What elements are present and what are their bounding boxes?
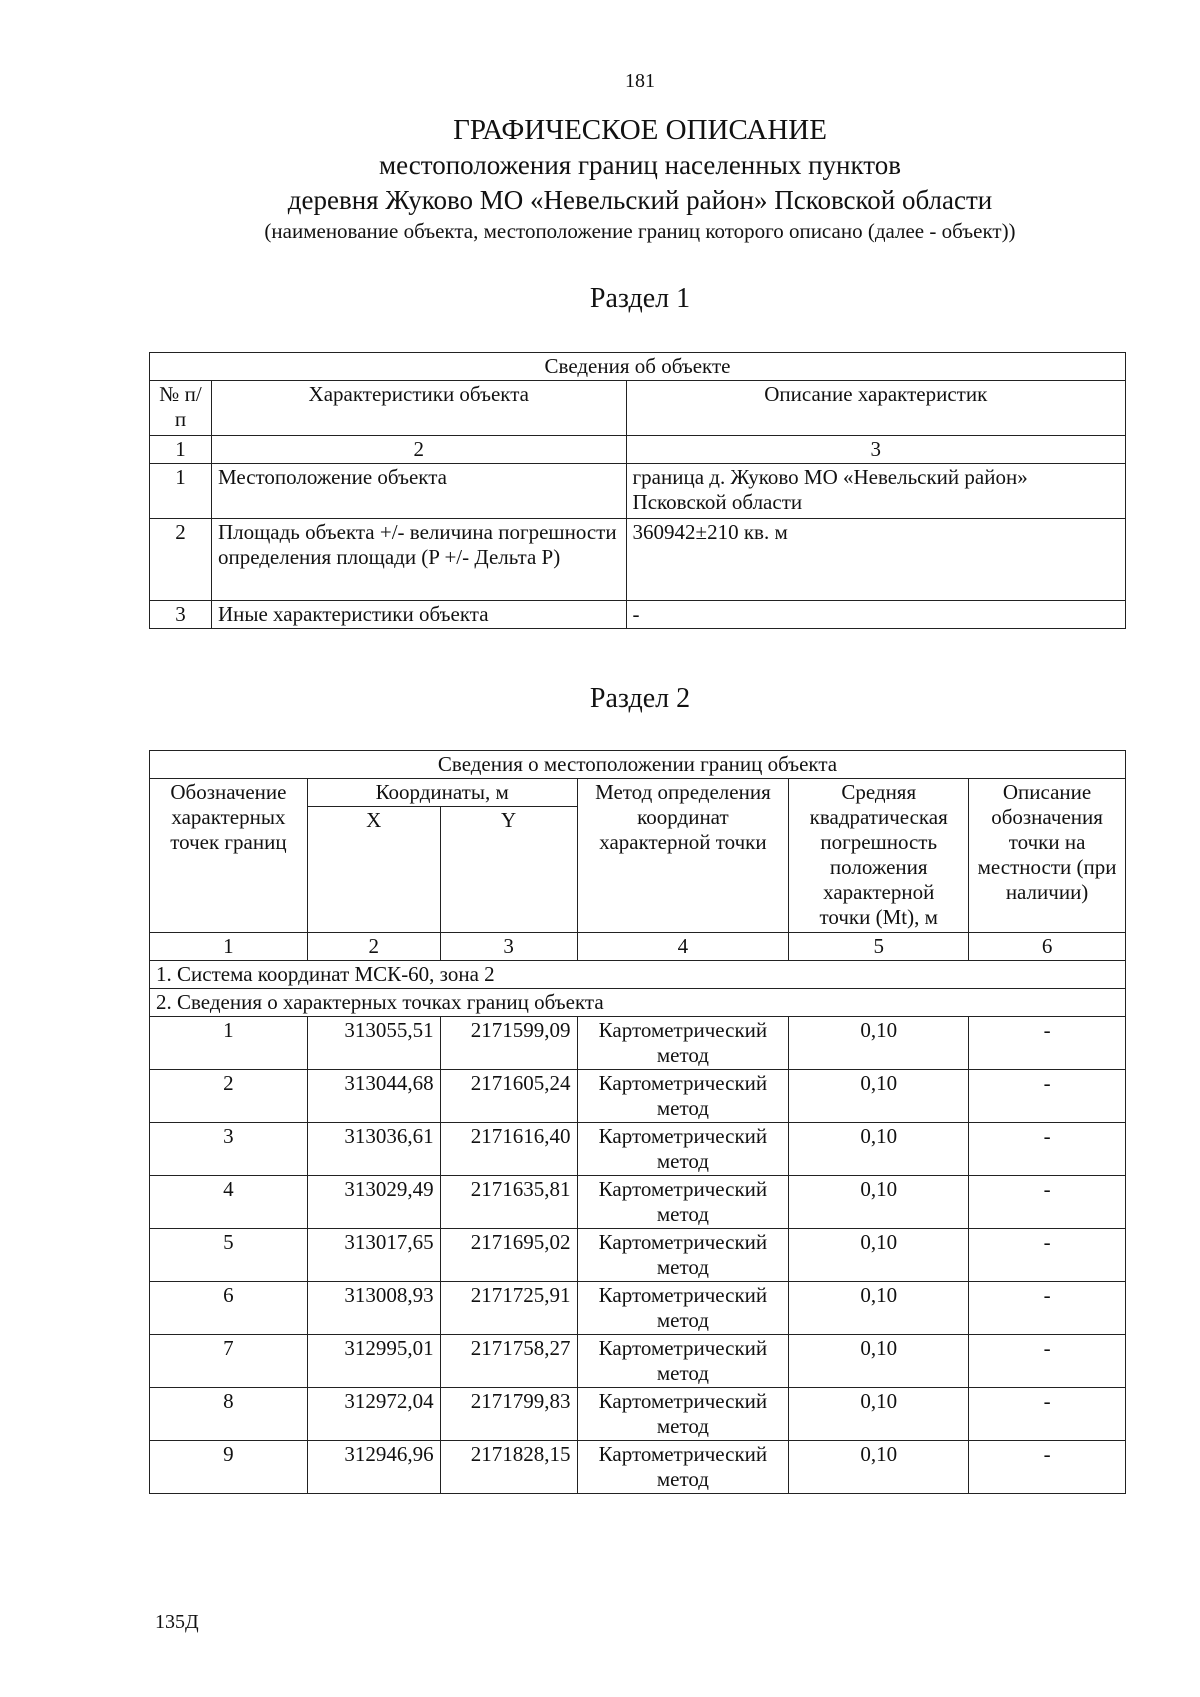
header-characteristic: Характеристики объекта (211, 381, 626, 436)
table-row (150, 464, 1126, 519)
header-description: Описание характеристик (626, 381, 1125, 436)
header-x: X (307, 807, 440, 933)
table-caption-row (150, 353, 1126, 381)
point-error: 0,10 (789, 1017, 969, 1070)
point-error: 0,10 (789, 1070, 969, 1123)
column-number-row (150, 933, 1126, 961)
point-method: Картометрический метод (577, 1441, 789, 1494)
coordinate-x: 313036,61 (307, 1123, 440, 1176)
coordinate-x: 312995,01 (307, 1335, 440, 1388)
table-header-row (150, 381, 1126, 436)
coordinate-x: 312946,96 (307, 1441, 440, 1494)
header-error: Средняя квадратическая погрешность положения характерной точки (Mt), м (789, 779, 969, 933)
point-number: 1 (150, 1017, 308, 1070)
point-error: 0,10 (789, 1441, 969, 1494)
document-title: ГРАФИЧЕСКОЕ ОПИСАНИЕ (453, 114, 827, 146)
column-number: 3 (440, 933, 577, 961)
table-row (150, 1123, 1126, 1176)
row-characteristic: Местоположение объекта (211, 464, 626, 519)
table-row (150, 1070, 1126, 1123)
point-method: Картометрический метод (577, 1282, 789, 1335)
table-row (150, 1441, 1126, 1494)
row-number: 2 (150, 519, 212, 601)
point-description: - (969, 1176, 1126, 1229)
table-row (150, 519, 1126, 601)
table-caption-row (150, 751, 1126, 779)
point-number: 6 (150, 1282, 308, 1335)
header-y: Y (440, 807, 577, 933)
row-number: 3 (150, 601, 212, 629)
point-error: 0,10 (789, 1123, 969, 1176)
points-body (150, 1017, 1126, 1494)
point-description: - (969, 1123, 1126, 1176)
point-description: - (969, 1070, 1126, 1123)
point-error: 0,10 (789, 1388, 969, 1441)
column-number: 6 (969, 933, 1126, 961)
point-method: Картометрический метод (577, 1017, 789, 1070)
point-number: 7 (150, 1335, 308, 1388)
point-number: 4 (150, 1176, 308, 1229)
system-row (150, 961, 1126, 989)
points-heading: 2. Сведения о характерных точках границ объекта (150, 989, 1126, 1017)
header-method: Метод определения координат характерной точки (577, 779, 789, 933)
point-number: 5 (150, 1229, 308, 1282)
table-caption: Сведения о местоположении границ объекта (150, 751, 1126, 779)
coordinate-x: 312972,04 (307, 1388, 440, 1441)
table-row (150, 1229, 1126, 1282)
table-row (150, 1176, 1126, 1229)
point-error: 0,10 (789, 1176, 969, 1229)
coordinate-y: 2171799,83 (440, 1388, 577, 1441)
row-characteristic: Площадь объекта +/- величина погрешности определения площади (P +/- Дельта P) (211, 519, 626, 601)
coordinate-x: 313017,65 (307, 1229, 440, 1282)
row-number: 1 (150, 464, 212, 519)
coordinate-y: 2171635,81 (440, 1176, 577, 1229)
point-number: 2 (150, 1070, 308, 1123)
row-description: граница д. Жуково МО «Невельский район» Псковской области (626, 464, 1125, 519)
table-row (150, 601, 1126, 629)
point-method: Картометрический метод (577, 1070, 789, 1123)
header-coordinates: Координаты, м (307, 779, 577, 807)
coordinate-y: 2171599,09 (440, 1017, 577, 1070)
point-description: - (969, 1229, 1126, 1282)
coordinate-y: 2171605,24 (440, 1070, 577, 1123)
point-error: 0,10 (789, 1229, 969, 1282)
point-description: - (969, 1282, 1126, 1335)
column-number: 2 (307, 933, 440, 961)
page-number: 181 (625, 70, 655, 92)
point-error: 0,10 (789, 1335, 969, 1388)
coordinate-y: 2171758,27 (440, 1335, 577, 1388)
column-number: 2 (211, 436, 626, 464)
point-method: Картометрический метод (577, 1176, 789, 1229)
header-point: Обозначение характерных точек границ (150, 779, 308, 933)
point-method: Картометрический метод (577, 1123, 789, 1176)
coordinate-y: 2171828,15 (440, 1441, 577, 1494)
point-description: - (969, 1388, 1126, 1441)
points-heading-row (150, 989, 1126, 1017)
document-code: 135Д (155, 1611, 199, 1633)
row-description: 360942±210 кв. м (626, 519, 1125, 601)
column-number: 4 (577, 933, 789, 961)
point-number: 3 (150, 1123, 308, 1176)
header-number: № п/п (150, 381, 212, 436)
coordinate-x: 313029,49 (307, 1176, 440, 1229)
point-method: Картометрический метод (577, 1229, 789, 1282)
point-description: - (969, 1017, 1126, 1070)
column-number: 5 (789, 933, 969, 961)
table-row (150, 1017, 1126, 1070)
table-row (150, 1335, 1126, 1388)
table-row (150, 1282, 1126, 1335)
section-1-title: Раздел 1 (589, 283, 691, 314)
point-description: - (969, 1335, 1126, 1388)
object-name: деревня Жуково МО «Невельский район» Псковской области (287, 185, 993, 215)
row-description: - (626, 601, 1125, 629)
header-description: Описание обозначения точки на местности (при наличии) (969, 779, 1126, 933)
table-row (150, 1388, 1126, 1441)
column-number: 3 (626, 436, 1125, 464)
coordinate-system: 1. Система координат МСК-60, зона 2 (150, 961, 1126, 989)
document-title-block (0, 112, 1200, 244)
table-caption: Сведения об объекте (150, 353, 1126, 381)
row-characteristic: Иные характеристики объекта (211, 601, 626, 629)
point-description: - (969, 1441, 1126, 1494)
point-error: 0,10 (789, 1282, 969, 1335)
column-number: 1 (150, 436, 212, 464)
point-method: Картометрический метод (577, 1335, 789, 1388)
boundary-points-table (149, 750, 1126, 1494)
section-2-title: Раздел 2 (589, 683, 691, 714)
column-number: 1 (150, 933, 308, 961)
coordinate-x: 313008,93 (307, 1282, 440, 1335)
object-info-table (149, 352, 1126, 629)
document-subtitle: местоположения границ населенных пунктов (379, 150, 901, 180)
column-number-row (150, 436, 1126, 464)
coordinate-x: 313044,68 (307, 1070, 440, 1123)
coordinate-y: 2171725,91 (440, 1282, 577, 1335)
table-header-row (150, 779, 1126, 807)
coordinate-y: 2171695,02 (440, 1229, 577, 1282)
point-number: 9 (150, 1441, 308, 1494)
object-name-note: (наименование объекта, местоположение границ которого описано (далее - объект)) (264, 219, 1016, 243)
point-number: 8 (150, 1388, 308, 1441)
coordinate-y: 2171616,40 (440, 1123, 577, 1176)
coordinate-x: 313055,51 (307, 1017, 440, 1070)
point-method: Картометрический метод (577, 1388, 789, 1441)
